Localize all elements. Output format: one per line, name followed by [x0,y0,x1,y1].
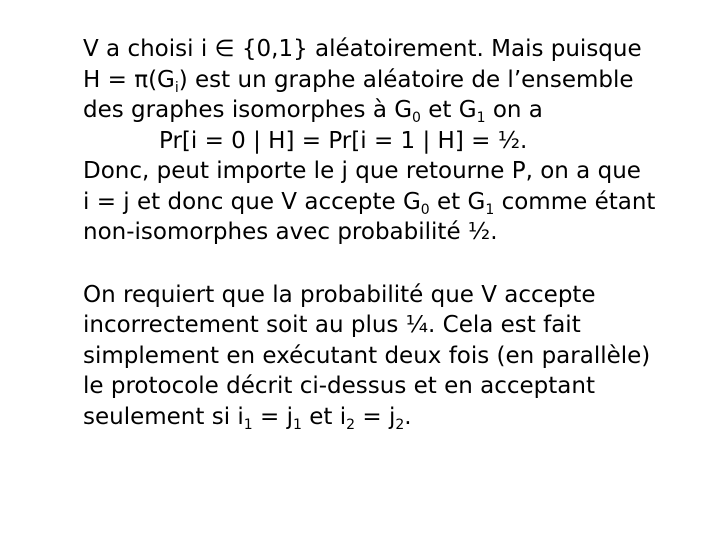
text-line: On requiert que la probabilité que V accepte [83,281,596,308]
subscript: 2 [395,416,405,433]
subscript: 1 [485,201,495,218]
text-line: le protocole décrit ci-dessus et en acceptant [83,373,595,399]
text-line: incorrectement soit au plus ¼. Cela est fait [83,312,581,338]
text-line: simplement en exécutant deux fois (en parallèle) [83,342,651,369]
text-run: et G [420,97,477,123]
paragraph-amplification [83,280,713,433]
paragraph-proof-part2 [83,156,713,248]
text-run: = j [252,403,294,430]
pi-symbol: π [134,66,149,93]
text-run: seulement si i [83,403,244,430]
text-run: on a [485,97,543,123]
text-line [83,65,713,96]
paragraph-spacer [83,248,713,280]
text-run: des graphes isomorphes à G [83,97,413,123]
text-run: comme étant [494,188,656,215]
text-run: (G [148,66,175,93]
text-run: et G [429,188,486,215]
text-line [83,402,713,433]
subscript: 0 [420,201,430,218]
element-of-symbol: ∈ [214,36,235,62]
text-line [83,95,713,126]
text-run: ) est un graphe aléatoire de l’ensemble [178,66,634,93]
subscript: 2 [346,416,356,433]
text-run: H = [83,66,135,93]
probability-equation: Pr[i = 0 | H] = Pr[i = 1 | H] = ½. [159,127,528,154]
text-line: non-isomorphes avec probabilité ½. [83,219,498,245]
text-run: {0,1} aléatoirement. Mais puisque [234,36,642,62]
text-run: = j [355,403,396,430]
text-run: . [404,403,412,430]
subscript: i [174,79,179,96]
subscript: 1 [293,416,302,433]
text-line: Donc, peut importe le j que retourne P, on a que [83,158,641,184]
text-run: et i [301,403,347,430]
text-run: i = j et donc que V accepte G [83,188,421,215]
slide-text [83,34,713,432]
text-line [83,187,713,218]
subscript: 1 [476,110,486,126]
text-line [83,34,713,65]
text-run: V a choisi i [83,36,215,62]
subscript: 0 [412,110,421,126]
subscript: 1 [243,416,253,433]
paragraph-proof-part1 [83,34,713,156]
